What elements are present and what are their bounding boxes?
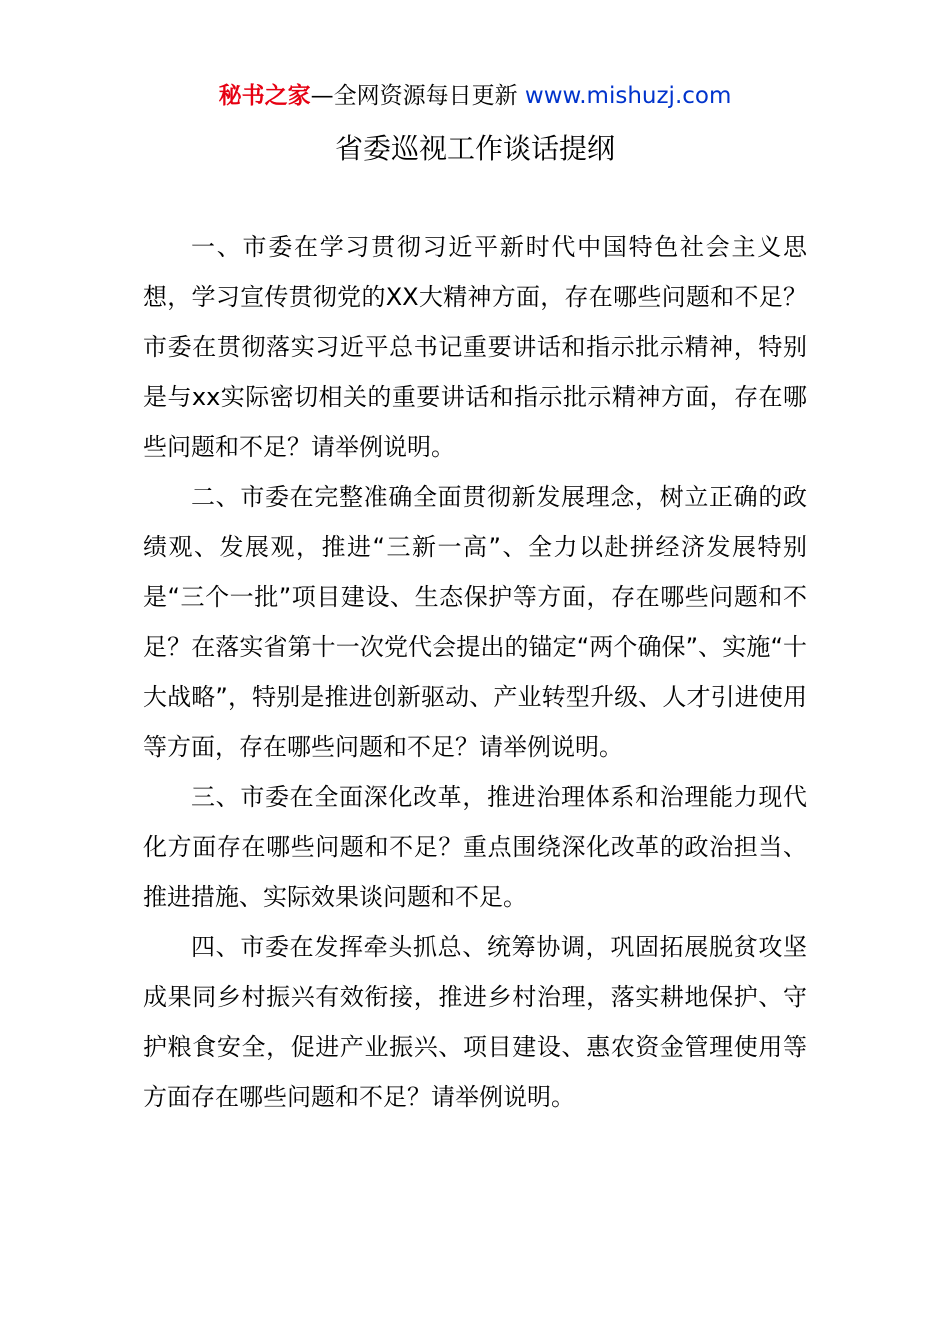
- brand-tagline: —全网资源每日更新: [310, 83, 518, 109]
- document-body: [143, 222, 807, 1122]
- brand-name: 秘书之家: [218, 83, 311, 109]
- paragraph-4: 四、市委在发挥牵头抓总、统筹协调，巩固拓展脱贫攻坚成果同乡村振兴有效衔接，推进乡村治理，落实耕地保护、守护粮食安全，促进产业振兴、项目建设、惠农资金管理使用等方面存在哪些问题和不足？请举例说明。: [143, 933, 807, 1111]
- paragraph-2: 二、市委在完整准确全面贯彻新发展理念，树立正确的政绩观、发展观，推进“三新一高”、全力以赴拼经济发展特别是“三个一批”项目建设、生态保护等方面，存在哪些问题和不足？在落实省第十一次党代会提出的锚定“两个确保”、实施“十大战略”，特别是推进创新驱动、产业转型升级、人才引进使用等方面，存在哪些问题和不足？请举例说明。: [143, 483, 807, 761]
- site-header: [0, 78, 950, 114]
- site-url[interactable]: www.mishuzj.com: [524, 83, 732, 109]
- document-title: 省委巡视工作谈话提纲: [334, 132, 615, 165]
- paragraph-1: 一、市委在学习贯彻习近平新时代中国特色社会主义思想，学习宣传贯彻党的XX大精神方面，存在哪些问题和不足？市委在贯彻落实习近平总书记重要讲话和指示批示精神，特别是与xx实际密切相关的重要讲话和指示批示精神方面，存在哪些问题和不足？请举例说明。: [143, 233, 807, 461]
- paragraph-3: 三、市委在全面深化改革，推进治理体系和治理能力现代化方面存在哪些问题和不足？重点围绕深化改革的政治担当、推进措施、实际效果谈问题和不足。: [143, 783, 807, 911]
